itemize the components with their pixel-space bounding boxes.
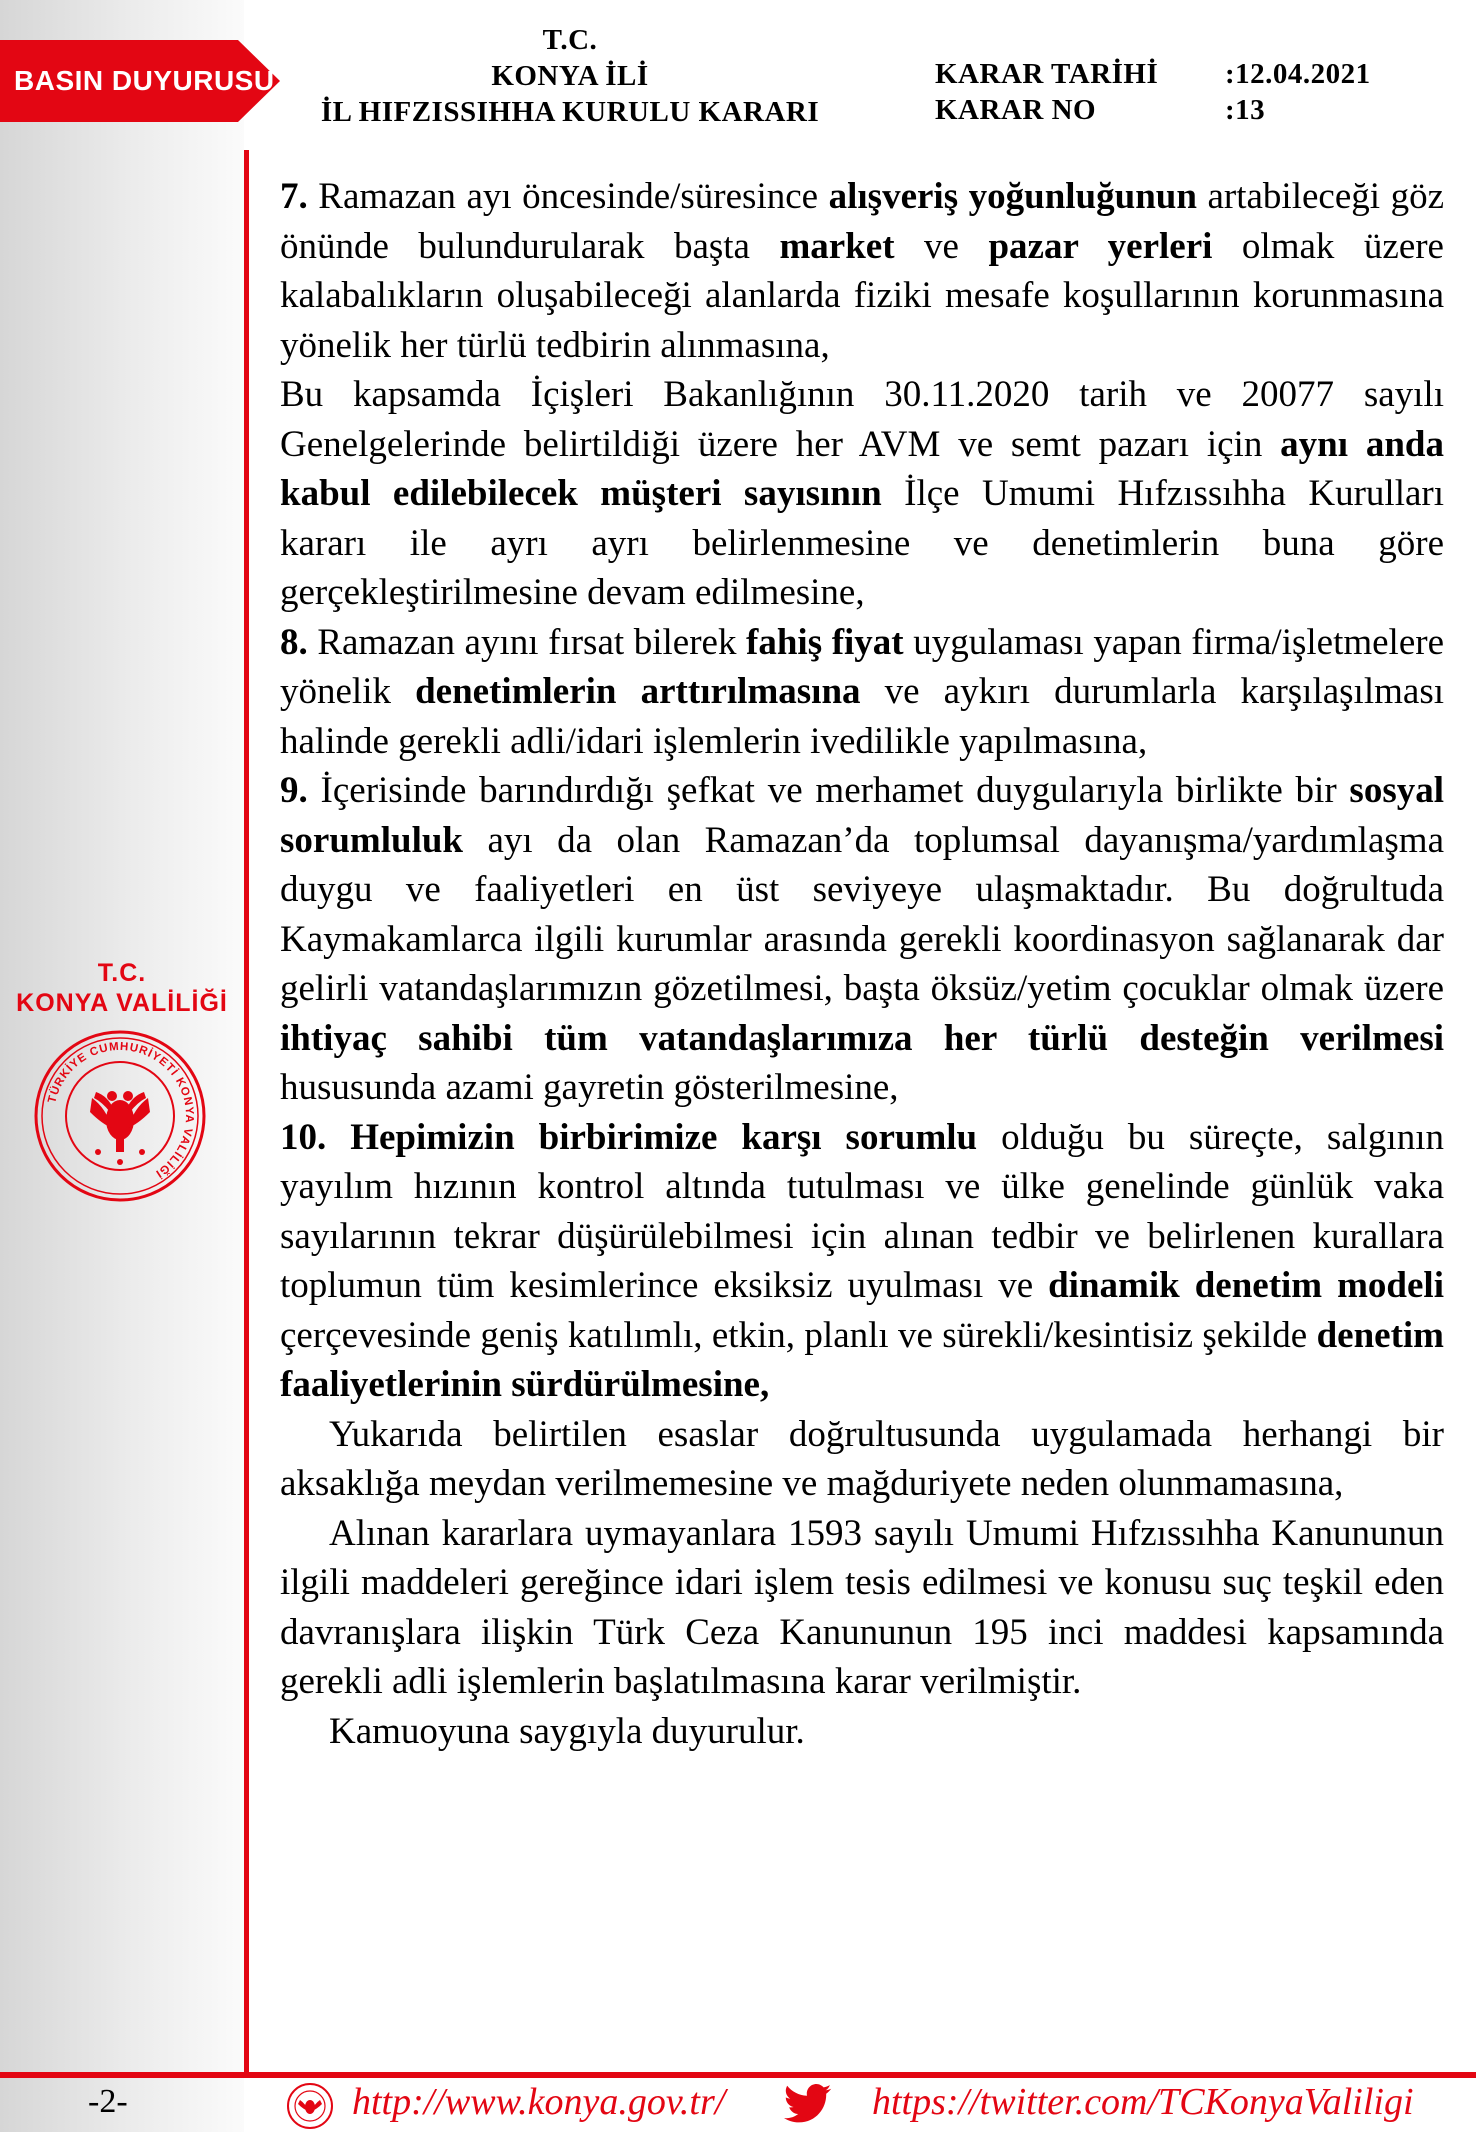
heading-board: İL HIFZISSIHHA KURULU KARARI <box>320 96 820 128</box>
press-release-label: BASIN DUYURUSU <box>14 65 275 96</box>
twitter-link[interactable]: https://twitter.com/TCKonyaValiligi <box>872 2081 1414 2123</box>
item-7-text-g: olmak üzere kalabalıkların oluşabileceği alanlarda fiziki mesafe koşullarının korunmasına yönelik her türlü tedbirin alınmasına, <box>280 225 1444 366</box>
item-9 <box>280 766 1444 1113</box>
item-7-text-e: ve <box>894 225 989 267</box>
item-7-scope-text-c: İlçe Umumi Hıfzıssıhha Kurulları kararı ile ayrı ayrı belirlenmesine ve denetimlerin buna göre gerçekleştirilmesine devam edilmesine, <box>280 473 1445 613</box>
item-9-text-a: İçerisinde barındırdığı şefkat ve merhamet duygularıyla birlikte bir <box>307 770 1350 811</box>
twitter-icon <box>784 2084 832 2124</box>
item-9-bold-responsibility: sosyal sorumluluk <box>280 770 1444 861</box>
sidebar-divider <box>244 150 249 2072</box>
item-8-bold-price: fahiş fiyat <box>746 621 904 663</box>
decision-body <box>280 172 1444 1756</box>
closing-paragraph-3: Kamuoyuna saygıyla duyurulur. <box>329 1710 805 1752</box>
item-9-text-c: ayı da olan Ramazan’da toplumsal dayanışma/yardımlaşma duygu ve faaliyetleri en üst seviyeye ulaşmaktadır. Bu doğrultuda Kaymakamlarca ilgili kurumlar arasında gerekli koordinasyon sağlanarak dar gelirli vatandaşlarımızın gözetilmesi, başta öksüz/yetim çocuklar olmak üzere <box>280 819 1444 1009</box>
item-7-bold-bazaar: pazar yerleri <box>988 225 1213 267</box>
page-number: -2- <box>88 2083 128 2120</box>
item-7-bold-shopping: alışveriş yoğunluğunun <box>828 176 1197 217</box>
item-8-number: 8. <box>280 621 308 663</box>
item-9-text-e: hususunda azami gayretin gösterilmesine, <box>280 1067 899 1108</box>
item-9-bold-support: ihtiyaç sahibi tüm vatandaşlarımıza her türlü desteğin verilmesi <box>280 1017 1444 1059</box>
heading-province: KONYA İLİ <box>491 60 649 92</box>
item-9-number: 9. <box>280 770 308 811</box>
footer-divider <box>0 2072 1476 2078</box>
seal-text: TÜRKİYE CUMHURİYETİ KONYA VALİLİĞİ <box>46 1040 196 1180</box>
heading-tc: T.C. <box>542 24 598 56</box>
governorship-seal-icon <box>32 1028 208 1204</box>
item-7-scope-text-a: Bu kapsamda İçişleri Bakanlığının 30.11.2020 tarih ve 20077 sayılı Genelgelerinde belirtildiği üzere her AVM ve semt pazarı için <box>280 374 1444 465</box>
decision-date-label: KARAR TARİHİ <box>935 58 1159 90</box>
item-7-text-c: artabileceği göz önünde bulundurularak başta <box>280 176 1444 267</box>
decision-meta <box>935 56 1371 128</box>
item-10 <box>280 1113 1444 1410</box>
item-10-bold-model: dinamik denetim modeli <box>1048 1265 1444 1306</box>
item-8-text-c: uygulaması yapan firma/işletmelere yönelik <box>280 621 1445 712</box>
website-link[interactable]: http://www.konya.gov.tr/ <box>352 2081 726 2123</box>
item-7-number: 7. <box>280 176 308 217</box>
decision-no-row <box>935 92 1371 128</box>
item-8-bold-inspections: denetimlerin arttırılmasına <box>415 671 861 712</box>
decision-no-value: :13 <box>1225 94 1266 126</box>
item-8-text-e: ve aykırı durumlarla karşılaşılması halinde gerekli adli/idari işlemlerin ivedilikle yapılmasına, <box>280 671 1444 762</box>
item-7-scope-bold: aynı anda kabul edilebilecek müşteri sayısının <box>280 423 1444 514</box>
document-heading <box>290 22 850 130</box>
item-8-text-a: Ramazan ayını fırsat bilerek <box>307 621 747 663</box>
item-7-text-a: Ramazan ayı öncesinde/süresince <box>307 176 829 217</box>
item-10-text-e: çerçevesinde geniş katılımlı, etkin, planlı ve sürekli/kesintisiz şekilde <box>280 1314 1317 1356</box>
decision-date-value: :12.04.2021 <box>1225 58 1371 90</box>
governorship-name: KONYA VALİLİĞİ <box>16 989 228 1017</box>
item-10-bold-activities: denetim faaliyetlerinin sürdürülmesine, <box>280 1314 1444 1405</box>
item-10-bold-lead: 10. Hepimizin birbirimize karşı sorumlu <box>280 1116 978 1158</box>
closing-paragraph-1: Yukarıda belirtilen esaslar doğrultusunda uygulamada herhangi bir aksaklığa meydan verilmemesine ve mağduriyete neden olunmamasına, <box>280 1413 1444 1504</box>
decision-date-row <box>935 56 1371 92</box>
item-8 <box>280 618 1444 767</box>
closing-paragraph-2: Alınan kararlara uymayanlara 1593 sayılı Umumi Hıfzıssıhha Kanununun ilgili maddeleri gereğince idari işlem tesis edilmesi ve konusu suç teşkil eden davranışlara ilişkin Türk Ceza Kanununun 195 inci maddesi kapsamında gerekli adli işlemlerin başlatılmasına karar verilmiştir. <box>280 1512 1444 1702</box>
item-7-bold-market: market <box>779 225 895 267</box>
item-7-scope <box>280 370 1444 618</box>
governorship-title <box>0 958 244 1018</box>
decision-no-label: KARAR NO <box>935 94 1097 126</box>
item-7 <box>280 172 1444 370</box>
item-10-text-c: olduğu bu süreçte, salgının yayılım hızının kontrol altında tutulması ve ülke genelinde günlük vaka sayılarının tekrar düşürülebilmesi için alınan tedbir ve belirlenen kurallara toplumun tüm kesimlerince eksiksiz uyulması ve <box>280 1116 1444 1306</box>
footer-seal-icon <box>286 2082 334 2130</box>
governorship-tc: T.C. <box>97 959 147 987</box>
